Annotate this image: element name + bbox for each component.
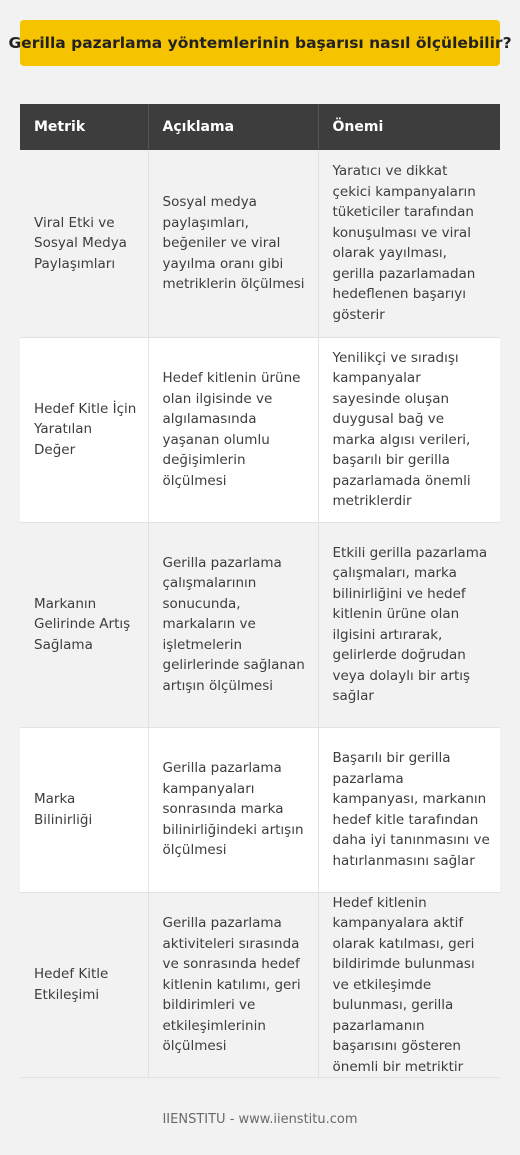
metric-cell: Hedef Kitle İçin Yaratılan Değer [20, 337, 148, 522]
metrics-table [20, 104, 500, 1078]
description-cell: Gerilla pazarlama aktiviteleri sırasında ve sonrasında hedef kitlenin katılımı, geri bildirimleri ve etkileşimlerinin ölçülmesi [148, 892, 318, 1078]
table-row [20, 150, 500, 337]
footer-credit: IIENSTITU - www.iienstitu.com [162, 1112, 358, 1127]
table-row [20, 892, 500, 1078]
table-row [20, 522, 500, 727]
table-row [20, 727, 500, 892]
description-cell: Gerilla pazarlama çalışmalarının sonucunda, markaların ve işletmelerin gelirlerinde sağlanan artışın ölçülmesi [148, 522, 318, 727]
importance-cell: Başarılı bir gerilla pazarlama kampanyası, markanın hedef kitle tarafından daha iyi tanınmasını ve hatırlanmasını sağlar [318, 727, 500, 892]
title-banner [8, 20, 512, 66]
metric-cell: Viral Etki ve Sosyal Medya Paylaşımları [20, 150, 148, 337]
header-importance: Önemi [318, 104, 500, 150]
description-cell: Sosyal medya paylaşımları, beğeniler ve viral yayılma oranı gibi metriklerin ölçülmesi [148, 150, 318, 337]
metric-cell: Hedef Kitle Etkileşimi [20, 892, 148, 1078]
importance-cell: Etkili gerilla pazarlama çalışmaları, marka bilinirliğini ve hedef kitlenin ürüne olan ilgisini artırarak, gelirlerde doğrudan veya dolaylı bir artış sağlar [318, 522, 500, 727]
table-header-row [20, 104, 500, 150]
description-cell: Hedef kitlenin ürüne olan ilgisinde ve algılamasında yaşanan olumlu değişimlerin ölçülmesi [148, 337, 318, 522]
description-cell: Gerilla pazarlama kampanyaları sonrasında marka bilinirliğindeki artışın ölçülmesi [148, 727, 318, 892]
importance-cell: Hedef kitlenin kampanyalara aktif olarak katılması, geri bildirimde bulunması ve etkileşimde bulunması, gerilla pazarlamanın başarısını gösteren önemli bir metriktir [318, 892, 500, 1078]
metric-cell: Markanın Gelirinde Artış Sağlama [20, 522, 148, 727]
page-title: Gerilla pazarlama yöntemlerinin başarısı nasıl ölçülebilir? [8, 34, 512, 52]
table-row [20, 337, 500, 522]
header-metric: Metrik [20, 104, 148, 150]
importance-cell: Yenilikçi ve sıradışı kampanyalar sayesinde oluşan duygusal bağ ve marka algısı verileri, başarılı bir gerilla pazarlamada önemli metriklerdir [318, 337, 500, 522]
header-description: Açıklama [148, 104, 318, 150]
metric-cell: Marka Bilinirliği [20, 727, 148, 892]
importance-cell: Yaratıcı ve dikkat çekici kampanyaların tüketiciler tarafından konuşulması ve viral olarak yayılması, gerilla pazarlamadan hedeflenen başarıyı gösterir [318, 150, 500, 337]
